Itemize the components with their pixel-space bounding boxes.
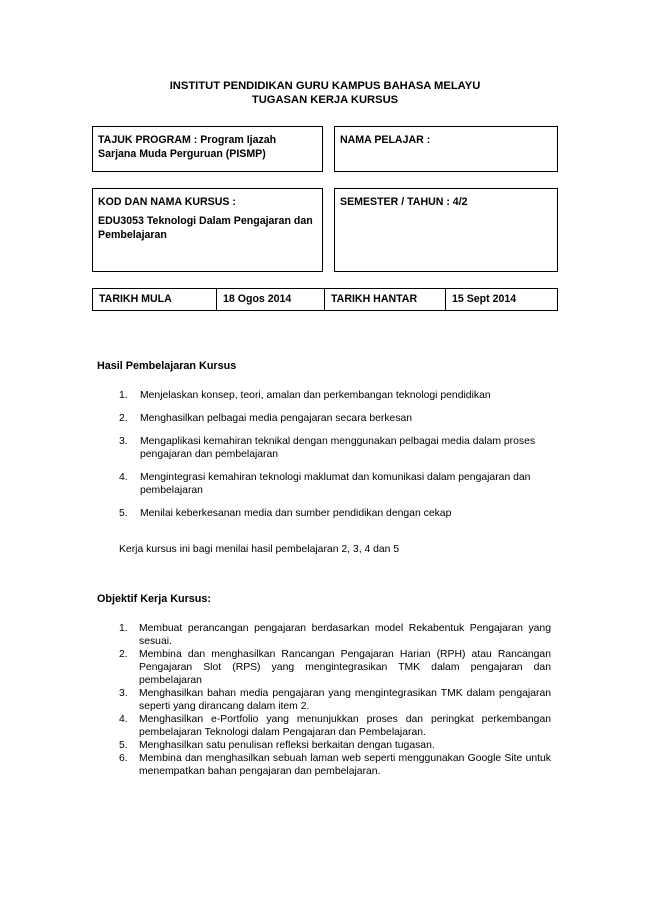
start-date-value: 18 Ogos 2014 — [217, 289, 325, 310]
outcomes-list — [119, 389, 559, 530]
list-item: 5. Menilai keberkesanan media dan sumber pendidikan dengan cekap — [119, 508, 452, 519]
semester-box — [334, 188, 558, 272]
outcomes-note: Kerja kursus ini bagi menilai hasil pembelajaran 2, 3, 4 dan 5 — [119, 544, 400, 555]
assignment-title: TUGASAN KERJA KURSUS — [251, 94, 399, 106]
dates-table — [92, 288, 558, 311]
list-item: 1. Menjelaskan konsep, teori, amalan dan perkembangan teknologi pendidikan — [119, 390, 491, 401]
list-item: 4. Menghasilkan e-Portfolio yang menunjukkan proses dan peringkat perkembangan pembelajaran Teknologi dalam Pengajaran dan Pembelajaran. — [119, 714, 551, 738]
institute-name: INSTITUT PENDIDIKAN GURU KAMPUS BAHASA MELAYU — [169, 80, 481, 92]
program-text: TAJUK PROGRAM : Program Ijazah Sarjana Muda Perguruan (PISMP) — [98, 134, 277, 160]
start-date-label: TARIKH MULA — [93, 289, 217, 310]
course-box — [92, 188, 323, 272]
course-value: EDU3053 Teknologi Dalam Pengajaran dan Pembelajaran — [98, 215, 313, 241]
document-header — [0, 79, 650, 107]
course-label: KOD DAN NAMA KURSUS : — [98, 196, 236, 208]
student-name-label: NAMA PELAJAR : — [340, 134, 431, 146]
due-date-value: 15 Sept 2014 — [452, 293, 517, 305]
objectives-list — [119, 622, 551, 778]
list-item: 1. Membuat perancangan pengajaran berdasarkan model Rekabentuk Pengajaran yang sesuai. — [119, 623, 551, 647]
list-item: 4. Mengintegrasi kemahiran teknologi maklumat dan komunikasi dalam pengajaran dan pembelajaran — [119, 472, 531, 496]
list-item: 2. Membina dan menghasilkan Rancangan Pengajaran Harian (RPH) atau Rancangan Pengajaran Slot (RPS) yang mengintegrasikan TMK dalam pengajaran dan pembelajaran — [119, 649, 551, 686]
student-name-box — [334, 126, 558, 172]
list-item: 5. Menghasilkan satu penulisan refleksi berkaitan dengan tugasan. — [119, 740, 435, 751]
list-item: 6. Membina dan menghasilkan sebuah laman web seperti menggunakan Google Site untuk menempatkan bahan pengajaran dan pembelajaran. — [119, 753, 551, 777]
semester-label: SEMESTER / TAHUN : 4/2 — [340, 196, 468, 208]
list-item: 3. Mengaplikasi kemahiran teknikal dengan menggunakan pelbagai media dalam proses pengajaran dan pembelajaran — [119, 436, 536, 460]
list-item: 2. Menghasilkan pelbagai media pengajaran secara berkesan — [119, 413, 413, 424]
due-date-label: TARIKH HANTAR — [325, 289, 446, 310]
objectives-title: Objektif Kerja Kursus: — [97, 593, 211, 605]
program-box — [92, 126, 323, 172]
list-item: 3. Menghasilkan bahan media pengajaran yang mengintegrasikan TMK dalam pengajaran seperti yang dirancang dalam item 2. — [119, 688, 551, 712]
outcomes-title: Hasil Pembelajaran Kursus — [97, 360, 237, 372]
